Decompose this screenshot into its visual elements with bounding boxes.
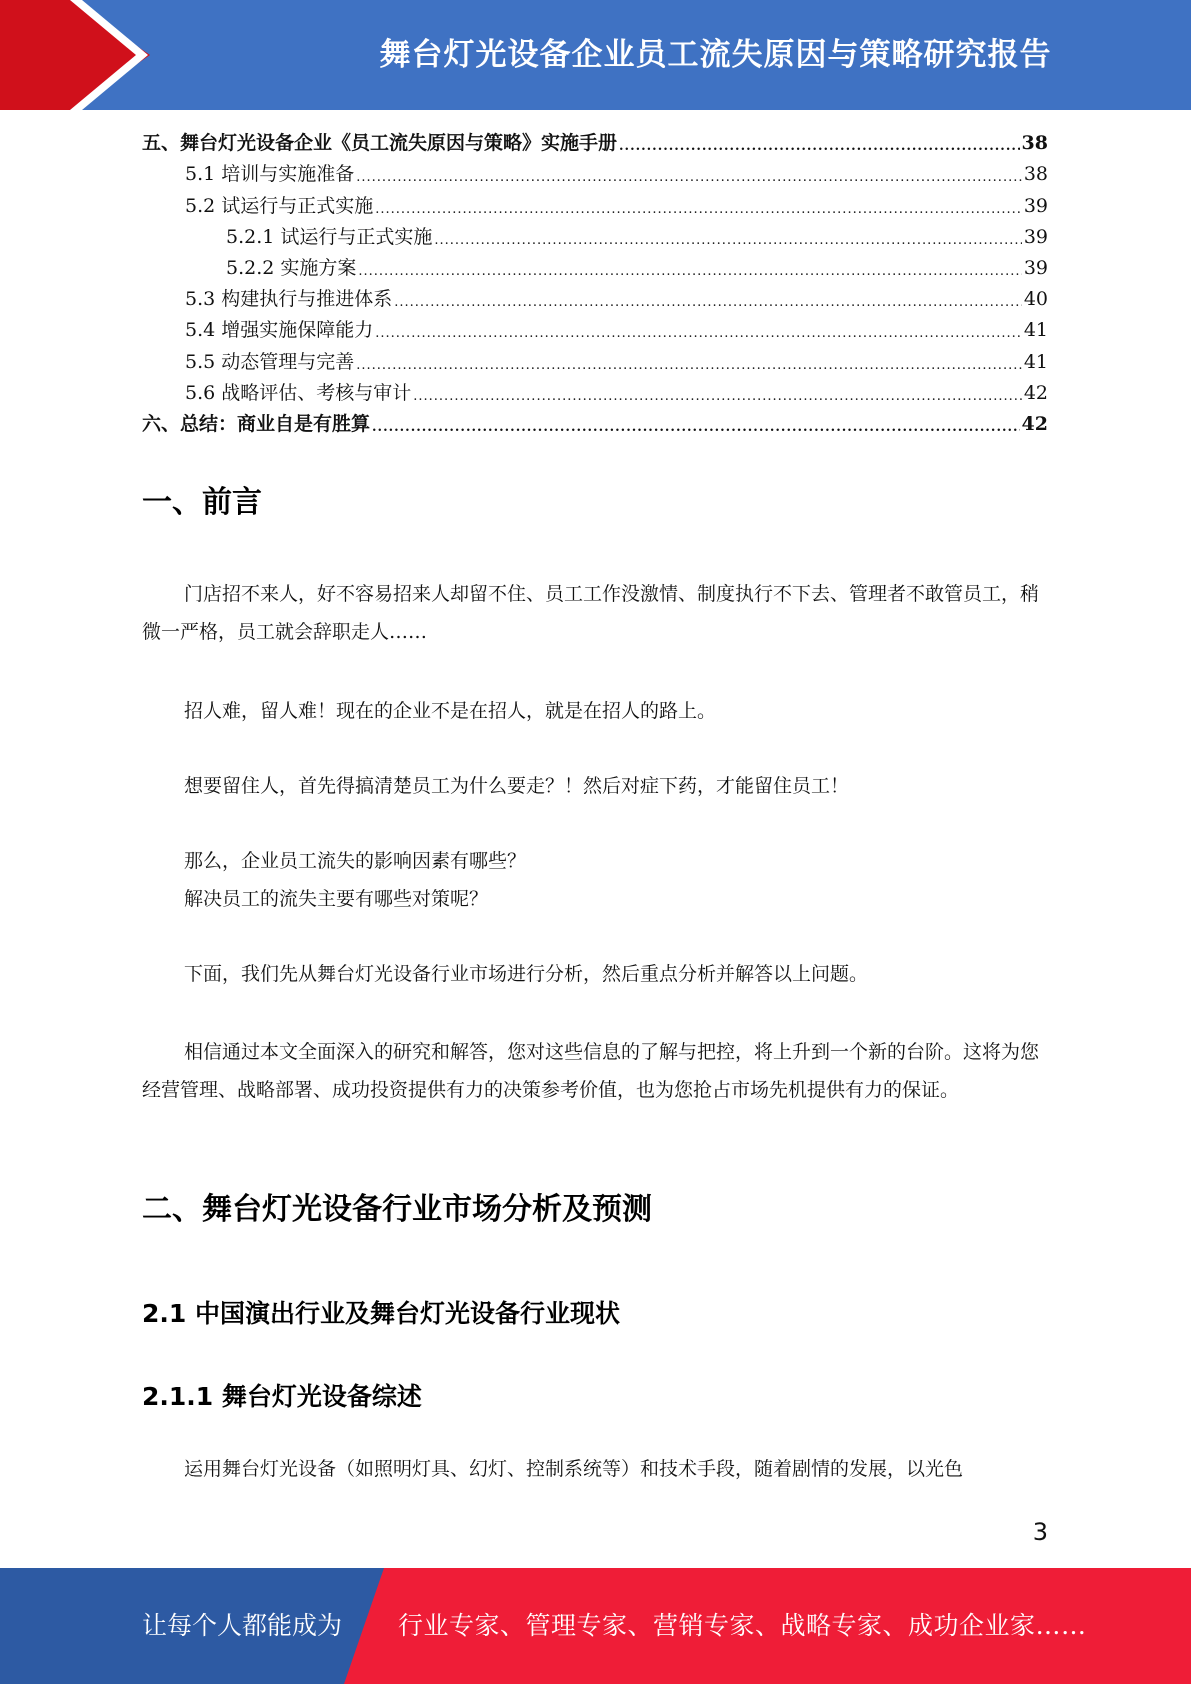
toc-entry-page: 42 bbox=[1021, 412, 1048, 435]
toc-entry-page: 39 bbox=[1023, 256, 1048, 279]
page-footer bbox=[0, 1568, 1191, 1684]
toc-leader-dots bbox=[358, 260, 1021, 284]
paragraph: 招人难，留人难！现在的企业不是在招人，就是在招人的路上。 bbox=[184, 700, 717, 722]
toc-entry-label: 六、总结：商业自是有胜算 bbox=[142, 412, 371, 435]
page-header bbox=[0, 0, 1191, 110]
toc-leader-dots bbox=[372, 416, 1020, 440]
toc-entry-page: 42 bbox=[1023, 381, 1048, 404]
toc-entry-label: 5.2.2 实施方案 bbox=[226, 256, 357, 279]
toc-entry-page: 38 bbox=[1021, 132, 1048, 155]
toc-entry-label: 5.3 构建执行与推进体系 bbox=[185, 288, 393, 311]
toc-entry-label: 5.2.1 试运行与正式实施 bbox=[226, 225, 433, 248]
toc-entry-label: 5.1 培训与实施准备 bbox=[185, 163, 355, 186]
toc-entry[interactable] bbox=[142, 284, 1048, 315]
toc-leader-dots bbox=[394, 291, 1022, 315]
page-number: 3 bbox=[1032, 1518, 1048, 1546]
section-heading-preface: 一、前言 bbox=[142, 485, 262, 520]
toc-entry-page: 41 bbox=[1023, 350, 1048, 373]
toc-entry[interactable] bbox=[142, 378, 1048, 409]
footer-slogan-left: 让每个人都能成为 bbox=[142, 1611, 343, 1640]
toc-entry-label: 5.5 动态管理与完善 bbox=[185, 350, 355, 373]
report-title: 舞台灯光设备企业员工流失原因与策略研究报告 bbox=[379, 37, 1052, 73]
toc-leader-dots bbox=[434, 229, 1021, 253]
toc-entry[interactable] bbox=[142, 222, 1048, 253]
toc-entry[interactable] bbox=[142, 190, 1048, 221]
toc-leader-dots bbox=[619, 135, 1020, 159]
toc-entry-page: 41 bbox=[1023, 319, 1048, 342]
table-of-contents bbox=[142, 128, 1048, 440]
toc-entry[interactable] bbox=[142, 346, 1048, 377]
toc-leader-dots bbox=[413, 385, 1022, 409]
subsection-heading: 2.1 中国演出行业及舞台灯光设备行业现状 bbox=[142, 1299, 620, 1328]
toc-entry-label: 5.2 试运行与正式实施 bbox=[185, 194, 374, 217]
section-heading-market-analysis: 二、舞台灯光设备行业市场分析及预测 bbox=[142, 1192, 652, 1227]
toc-entry[interactable] bbox=[142, 253, 1048, 284]
toc-leader-dots bbox=[375, 322, 1022, 346]
toc-entry[interactable] bbox=[142, 409, 1048, 440]
paragraph: 解决员工的流失主要有哪些对策呢？ bbox=[184, 888, 489, 910]
toc-entry[interactable] bbox=[142, 128, 1048, 159]
header-arrow-decoration bbox=[0, 0, 260, 110]
toc-leader-dots bbox=[356, 354, 1022, 378]
toc-entry-page: 38 bbox=[1023, 163, 1048, 186]
toc-entry-label: 5.6 战略评估、考核与审计 bbox=[185, 381, 412, 404]
toc-entry-page: 39 bbox=[1023, 225, 1048, 248]
toc-entry[interactable] bbox=[142, 159, 1048, 190]
toc-entry[interactable] bbox=[142, 315, 1048, 346]
toc-entry-page: 39 bbox=[1023, 194, 1048, 217]
toc-entry-label: 五、舞台灯光设备企业《员工流失原因与策略》实施手册 bbox=[142, 132, 618, 155]
paragraph: 运用舞台灯光设备（如照明灯具、幻灯、控制系统等）和技术手段，随着剧情的发展，以光色 bbox=[184, 1458, 964, 1480]
toc-entry-page: 40 bbox=[1023, 288, 1048, 311]
paragraph: 那么，企业员工流失的影响因素有哪些？ bbox=[184, 850, 527, 872]
paragraph: 相信通过本文全面深入的研究和解答，您对这些信息的了解与把控，将上升到一个新的台阶。这将为您经营管理、战略部署、成功投资提供有力的决策参考价值，也为您抢占市场先机提供有力的保证。 bbox=[142, 1041, 1040, 1101]
paragraph: 想要留住人，首先得搞清楚员工为什么要走？！然后对症下药，才能留住员工！ bbox=[184, 775, 850, 797]
paragraph: 门店招不来人，好不容易招来人却留不住、员工工作没激情、制度执行不下去、管理者不敢管员工，稍微一严格，员工就会辞职走人…… bbox=[142, 583, 1040, 643]
toc-leader-dots bbox=[375, 198, 1022, 222]
toc-leader-dots bbox=[356, 166, 1022, 190]
footer-slogan-right: 行业专家、管理专家、营销专家、战略专家、成功企业家…… bbox=[398, 1611, 1087, 1640]
toc-entry-label: 5.4 增强实施保障能力 bbox=[185, 319, 374, 342]
subsection-heading: 2.1.1 舞台灯光设备综述 bbox=[142, 1382, 422, 1411]
paragraph: 下面，我们先从舞台灯光设备行业市场进行分析，然后重点分析并解答以上问题。 bbox=[184, 963, 869, 985]
